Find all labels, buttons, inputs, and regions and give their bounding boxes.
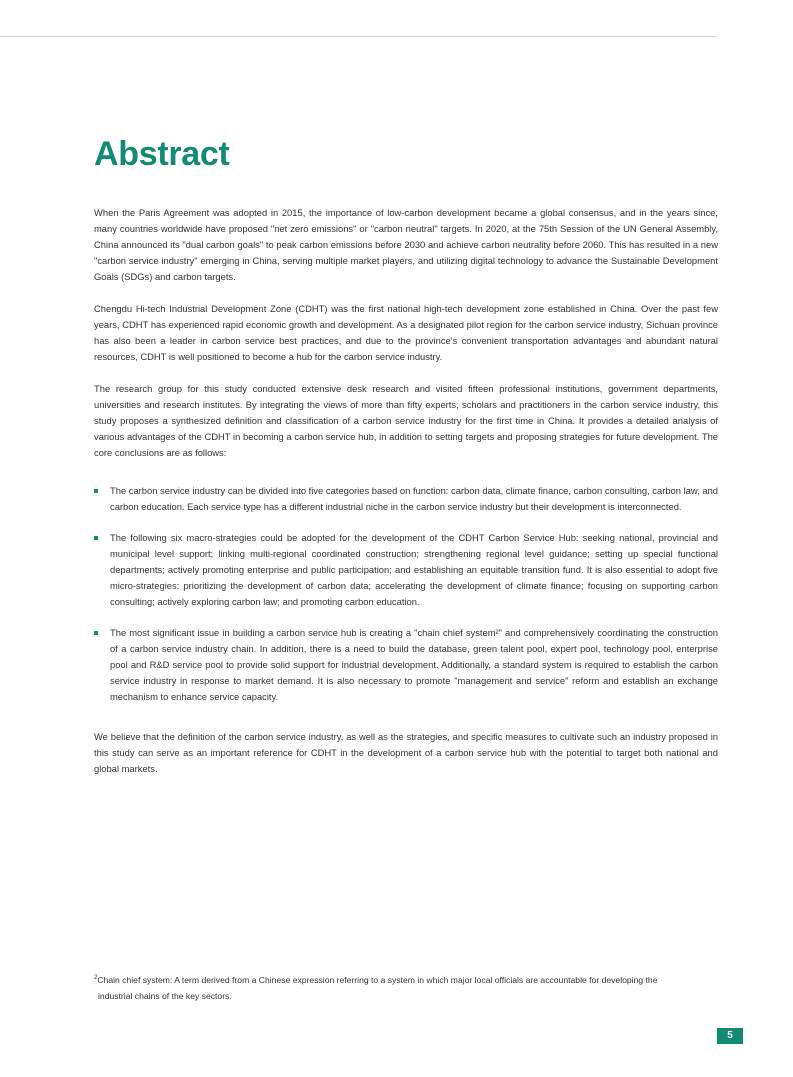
square-bullet-icon	[94, 536, 98, 540]
footnote-marker: 2	[94, 975, 98, 982]
bullet-text: The following six macro-strategies could be adopted for the development of the CDHT Carbon Service Hub: seeking national, provincial and municipal level support; linking multi-regional coordinated construction; strengthening regional level guidance; setting up special functional departments; actively promoting enterprise and public participation; and establishing an equitable transition fund. It is also essential to adopt five micro-strategies: prioritizing the development of carbon data; accelerating the development of climate finance; focusing on supporting carbon consulting; actively exploring carbon law; and promoting carbon education.	[110, 532, 718, 607]
list-item	[94, 530, 718, 610]
bullet-text: The most significant issue in building a carbon service hub is creating a "chain chief system²" and comprehensively coordinating the construction of a carbon service industry chain. In addition, there is a need to build the database, green talent pool, expert pool, technology pool, enterprise pool and R&D service pool to provide solid support for industrial development. Additionally, a standard system is required to establish the carbon service industry in response to market demand. It is also necessary to promote "management and service" reform and establish an exchange mechanism to enhance service capacity.	[110, 627, 718, 702]
list-item	[94, 625, 718, 705]
bullet-text: The carbon service industry can be divided into five categories based on function: carbon data, climate finance, carbon consulting, carbon law, and carbon education. Each service type has a different industrial niche in the carbon service industry but their development is interconnected.	[110, 485, 718, 512]
footnote-text-line2: industrial chains of the key sectors.	[98, 991, 232, 1001]
list-item	[94, 483, 718, 515]
paragraph-intro: When the Paris Agreement was adopted in 2015, the importance of low-carbon development became a global consensus, and in the years since, many countries worldwide have proposed "net zero emissions" or "carbon neutral" targets. In 2020, at the 75th Session of the UN General Assembly, China announced its "dual carbon goals" to peak carbon emissions before 2030 and achieve carbon neutrality before 2060. This has resulted in a new "carbon service industry" emerging in China, serving multiple market players, and utilizing digital technology to advance the Sustainable Development Goals (SDGs) and carbon targets.	[94, 207, 718, 282]
top-divider	[0, 36, 717, 37]
paragraph-research: The research group for this study conducted extensive desk research and visited fifteen professional institutions, government departments, universities and research institutes. By integrating the views of more than fifty experts, scholars and practitioners in the carbon service industry, this study proposes a synthesized definition and classification of a carbon service industry for the first time in China. It provides a detailed analysis of various advantages of the CDHT in becoming a carbon service hub, in addition to setting targets and proposing strategies for future development. The core conclusions are as follows:	[94, 383, 718, 458]
page-number-badge: 5	[717, 1028, 743, 1044]
page-title: Abstract	[94, 135, 230, 173]
paragraph-cdht: Chengdu Hi-tech Industrial Development Zone (CDHT) was the first national high-tech development zone established in China. Over the past few years, CDHT has experienced rapid economic growth and development. As a designated pilot region for the carbon service industry, Sichuan province has also been a leader in carbon service best practices, and due to the province's convenient transportation advantages and abundant natural resources, CDHT is well positioned to become a hub for the carbon service industry.	[94, 303, 718, 362]
square-bullet-icon	[94, 631, 98, 635]
abstract-body	[94, 205, 718, 793]
footnote-text-line1: Chain chief system: A term derived from a Chinese expression referring to a system in which major local officials are accountable for developing the	[97, 975, 658, 985]
square-bullet-icon	[94, 489, 98, 493]
conclusions-list	[94, 483, 718, 705]
paragraph-closing: We believe that the definition of the carbon service industry, as well as the strategies, and specific measures to cultivate such an industry proposed in this study can serve as an important reference for CDHT in the development of a carbon service hub with the potential to target both national and global markets.	[94, 731, 718, 774]
footnote	[94, 972, 718, 1004]
